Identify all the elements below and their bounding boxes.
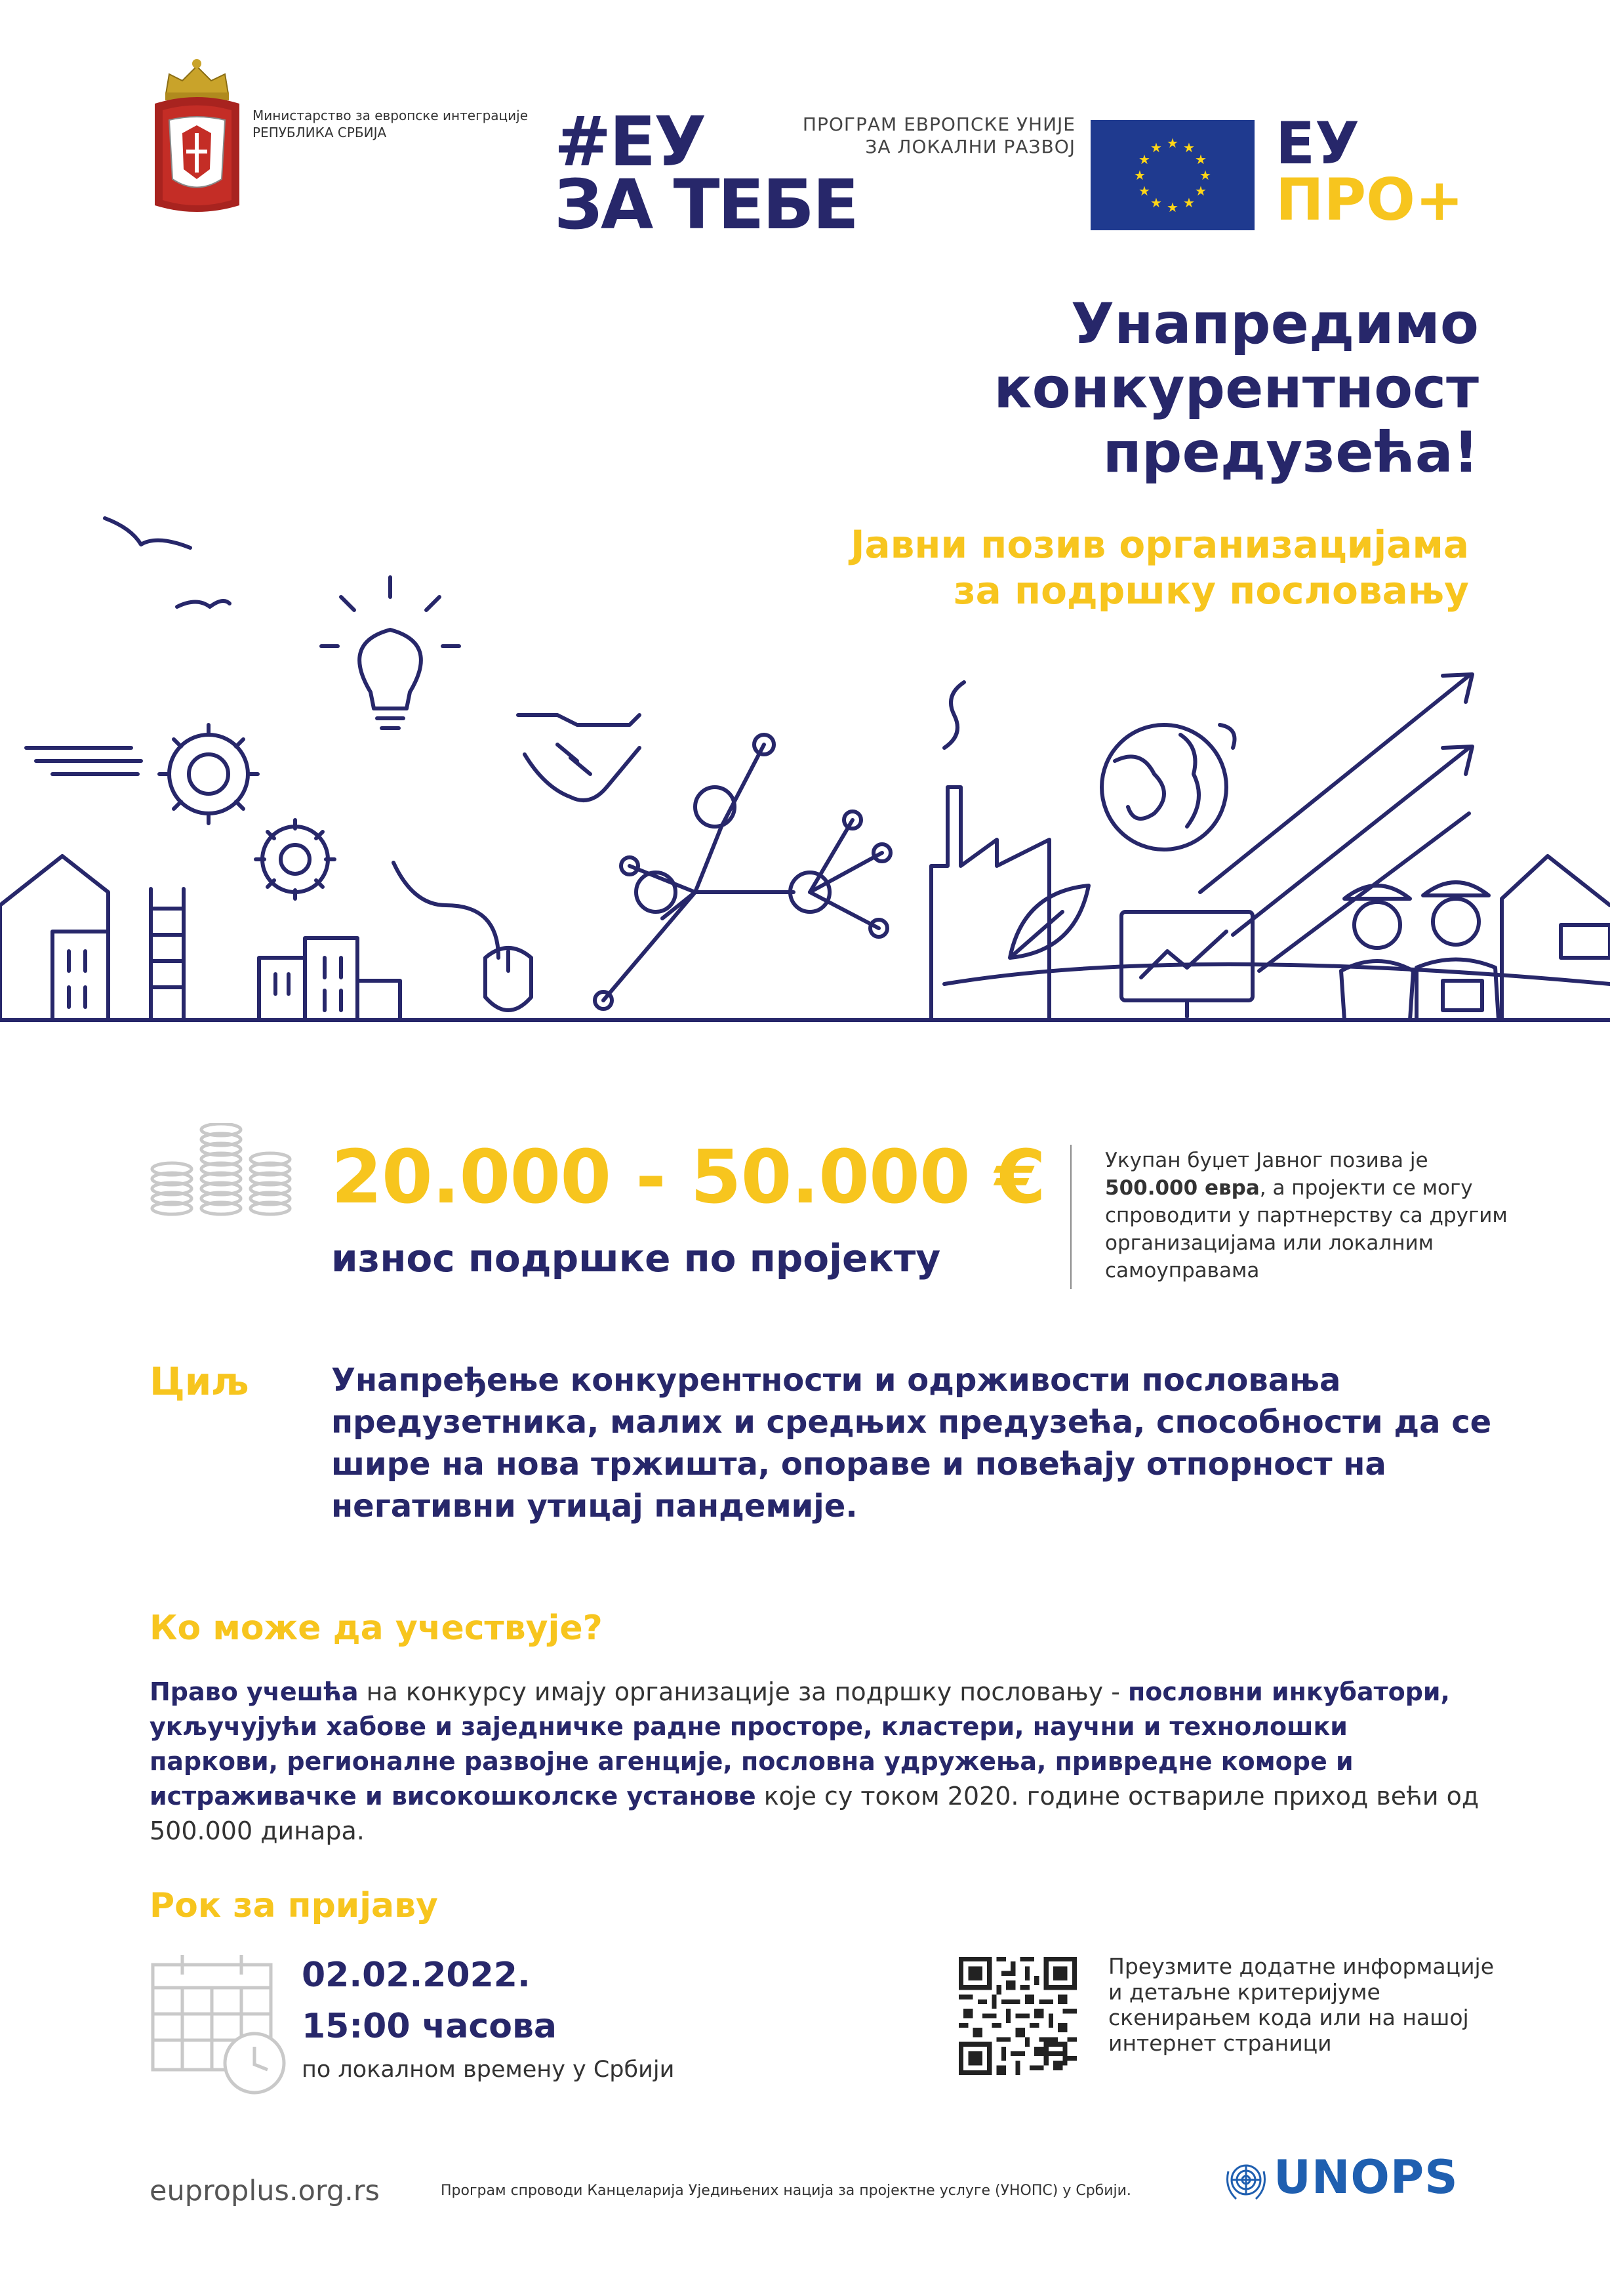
lightbulb-icon [321,577,459,728]
divider [1070,1145,1072,1289]
title-line2: конкурентност [994,356,1479,421]
svg-text:★: ★ [1199,167,1211,183]
qr-instructions: Преузмите додатне информације и детаљне критеријуме скенирањем кода или на нашој интернет страници [1108,1954,1495,2056]
svg-text:★: ★ [1195,152,1207,167]
cable-line [393,863,498,958]
eligibility-bold-1: Право учешћа [150,1677,359,1706]
gear-icon [159,725,258,823]
svg-text:★: ★ [1167,135,1178,151]
city-buildings-icon [259,938,400,1020]
subtitle-line1: Јавни позив организацијама [850,522,1469,567]
eu-flag-icon [1091,120,1255,230]
svg-text:★: ★ [1167,199,1178,215]
svg-text:★: ★ [1138,152,1150,167]
svg-text:★: ★ [1134,167,1146,183]
workers-icon [1341,882,1499,1020]
support-amount-caption: износ подршке по пројекту [331,1236,941,1281]
support-amount: 20.000 - 50.000 € [331,1135,1045,1220]
gear-icon [256,820,334,899]
handshake-icon [518,715,639,800]
eligibility-text-2: на конкурсу имају организације за подршку пословању - [358,1677,1128,1706]
eligibility-title: Ко може да учествује? [150,1609,603,1648]
qr-code[interactable] [959,1957,1077,2075]
ministry-line1: Министарство за европске интеграције [252,108,528,123]
unops-logo: UNOPS [1274,2150,1459,2204]
budget-total: 500.000 евра [1105,1176,1260,1200]
un-emblem-icon [1223,2158,1269,2204]
deadline-time: 15:00 часова [302,2007,557,2046]
program-line2: ЗА ЛОКАЛНИ РАЗВОЈ [865,136,1076,157]
website-link[interactable]: euproplus.org.rs [150,2175,380,2207]
coins-icon [146,1123,303,1228]
implementer-note: Програм спроводи Канцеларија Уједињених нација за пројектне услуге (УНОПС) у Србији. [441,2183,1131,2199]
ministry-name [252,107,554,141]
svg-text:★: ★ [1150,195,1162,211]
page-title [754,292,1479,485]
leaf-icon [1010,886,1089,958]
svg-text:★: ★ [1195,183,1207,199]
eupro-line1: ЕУ [1276,110,1359,177]
budget-text-post: , а пројекти се могу спроводити у партнерству са другим организацијама или локалним самоуправама [1105,1176,1508,1282]
ministry-line2: РЕПУБЛИКА СРБИЈА [252,125,387,140]
goal-label: Циљ [150,1359,249,1404]
campaign-line1: #ЕУ [554,102,705,182]
svg-text:★: ★ [1183,195,1195,211]
eligibility-text-4: које су током 2020. године оствариле приход већи од 500.000 динара. [150,1782,1479,1845]
building-icon [151,889,184,1020]
budget-text-pre: Укупан буџет Јавног позива је [1105,1149,1428,1172]
program-line1: ПРОГРАМ ЕВРОПСКЕ УНИЈЕ [802,113,1076,135]
campaign-line2: ЗА ТЕБЕ [554,165,857,245]
business-illustration [0,499,1610,1030]
svg-text:★: ★ [1150,140,1162,155]
eu-program-label [790,113,1076,158]
eu-pro-plus-logo [1276,110,1464,234]
title-line1: Унапредимо [1070,291,1479,357]
svg-text:★: ★ [1183,140,1195,155]
subtitle-line2: за подршку пословању [953,568,1469,613]
globe-icon [1102,725,1235,850]
svg-text:★: ★ [1138,183,1150,199]
serbia-coat-of-arms-logo [150,54,245,225]
network-icon [595,735,891,1009]
eupro-line2: ПРО+ [1276,166,1464,234]
bird-icon [105,518,190,548]
goal-text: Унапређење конкурентности и одрживости пословања предузетника, малих и средњих предузећа, способности да се шире на нова тржишта, опораве и повећају отпорност на негативни утицај пандемије. [331,1362,1492,1525]
calendar-clock-icon [150,1952,291,2099]
deadline-date: 02.02.2022. [302,1956,531,1995]
deadline-timezone-note: по локалном времену у Србији [302,2057,675,2083]
deadline-title: Рок за пријаву [150,1886,438,1925]
eligibility-bold-3: пословни инкубатори, укључујући хабове и заједничке радне просторе, кластери, научни и технолошки паркови, регионалне развојне агенције, пословна удружења, привредне коморе и истраживачке и високошколске установе [150,1677,1450,1811]
title-line3: предузећа! [1102,420,1479,485]
budget-note [1105,1147,1525,1284]
bird-icon [177,601,230,607]
eligibility-text [150,1675,1481,1849]
house-icon [1502,856,1610,1020]
